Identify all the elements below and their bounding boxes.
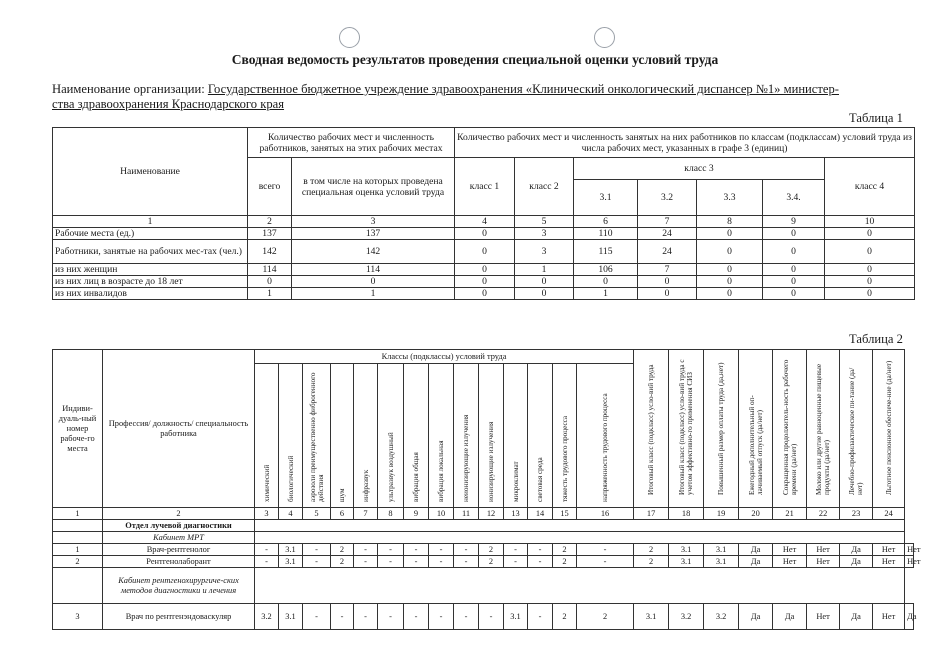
t2-cell: Нет xyxy=(905,556,914,568)
t1-cell: 0 xyxy=(763,276,825,288)
t2-colnum: 20 xyxy=(739,508,773,520)
t1-colnum: 8 xyxy=(697,216,763,228)
table1-caption: Таблица 1 xyxy=(849,111,903,125)
t1-cell: 0 xyxy=(515,288,574,300)
t2-cell: - xyxy=(378,556,404,568)
t1-cell: 0 xyxy=(574,276,638,288)
t2-cell: Да xyxy=(840,544,873,556)
t1-cell: 1 xyxy=(292,288,455,300)
t1-row-label: из них инвалидов xyxy=(53,288,248,300)
t2-factor-header: ионизирующие излучения xyxy=(479,364,504,508)
t2-cell: - xyxy=(378,544,404,556)
organization-block xyxy=(52,82,912,112)
t1-cell: 0 xyxy=(697,240,763,264)
t2-cell: 2 xyxy=(553,604,577,630)
t2-row xyxy=(53,556,914,568)
t2-row-profession: Врач по рентгенэндоваскуляр xyxy=(103,604,255,630)
summary-table xyxy=(52,127,915,300)
t2-row-profession: Врач-рентгенолог xyxy=(103,544,255,556)
t1-header-3-1: 3.1 xyxy=(574,180,638,216)
t2-cell: 3.1 xyxy=(279,604,303,630)
t1-cell: 0 xyxy=(825,240,915,264)
t2-row-profession: Рентгенолаборант xyxy=(103,556,255,568)
t1-cell: 1 xyxy=(248,288,292,300)
t2-row xyxy=(53,604,914,630)
t2-cell: - xyxy=(454,604,479,630)
t2-cell: 2 xyxy=(331,544,354,556)
t1-header-count: Количество рабочих мест и численность работников, занятых на этих рабочих местах xyxy=(248,128,455,158)
t1-row-label: Рабочие места (ед.) xyxy=(53,228,248,240)
t2-sub2-fill xyxy=(255,568,905,604)
organization-label: Наименование организации: xyxy=(52,82,205,96)
t2-cell: 3.1 xyxy=(669,544,704,556)
t1-cell: 0 xyxy=(292,276,455,288)
t2-row-number: 1 xyxy=(53,544,103,556)
t1-header-classes: Количество рабочих мест и численность занятых на них работников по классам (подклассам) условий труда из числа рабочих мест, указанных в графе 3 (единиц) xyxy=(455,128,915,158)
t1-colnum: 9 xyxy=(763,216,825,228)
t2-cell: Нет xyxy=(807,604,840,630)
t2-cell: 2 xyxy=(634,556,669,568)
t2-sub-fill xyxy=(255,532,905,544)
t2-dept-fill xyxy=(255,520,905,532)
t2-cell: - xyxy=(479,604,504,630)
t2-cell: Нет xyxy=(807,556,840,568)
t2-cell: 3.1 xyxy=(279,556,303,568)
t2-header-nutrition: Лечебно-профилактическое пи-тание (да/нет) xyxy=(840,350,873,508)
t2-cell: Да xyxy=(773,604,807,630)
t1-header-class1: класс 1 xyxy=(455,158,515,216)
t1-cell: 0 xyxy=(825,288,915,300)
organization-name-line2: ства здравоохранения Краснодарского края xyxy=(52,97,285,111)
t2-cell: Да xyxy=(739,544,773,556)
t1-cell: 24 xyxy=(638,228,697,240)
t2-colnum: 18 xyxy=(669,508,704,520)
t2-cell: - xyxy=(303,556,331,568)
t1-colnum: 7 xyxy=(638,216,697,228)
t2-subdivision-xray-surgery: Кабинет рентгенохирургиче-ских методов диагностики и лечения xyxy=(103,568,255,604)
t2-colnum: 8 xyxy=(378,508,404,520)
t2-cell: - xyxy=(404,604,429,630)
t2-colnum: 9 xyxy=(404,508,429,520)
t2-header-final-class-siz: Итоговый класс (подкласс) усло-вий труда с учетом эффективно-го применения СИЗ xyxy=(669,350,704,508)
t1-row xyxy=(53,228,915,240)
t1-cell: 3 xyxy=(515,240,574,264)
t2-cell: - xyxy=(354,556,378,568)
t1-row-label: из них женщин xyxy=(53,264,248,276)
t2-cell: - xyxy=(404,556,429,568)
t1-cell: 115 xyxy=(574,240,638,264)
t2-cell: Да xyxy=(905,604,914,630)
t1-row xyxy=(53,240,915,264)
t1-cell: 0 xyxy=(455,264,515,276)
t2-header-pension: Льготное пенсионное обеспече-ние (да/нет) xyxy=(873,350,905,508)
t2-cell: - xyxy=(255,544,279,556)
t2-colnum: 19 xyxy=(704,508,739,520)
t2-cell: 3.1 xyxy=(634,604,669,630)
t2-cell: 3.2 xyxy=(255,604,279,630)
t2-cell: 3.2 xyxy=(669,604,704,630)
t1-cell: 142 xyxy=(292,240,455,264)
t2-cell: - xyxy=(429,544,454,556)
t1-cell: 24 xyxy=(638,240,697,264)
t2-cell: 2 xyxy=(479,556,504,568)
t2-cell: - xyxy=(577,544,634,556)
t2-subdivision-mri: Кабинет МРТ xyxy=(103,532,255,544)
t1-cell: 0 xyxy=(763,264,825,276)
t2-cell: - xyxy=(528,556,553,568)
t1-cell: 0 xyxy=(455,240,515,264)
t2-colnum: 6 xyxy=(331,508,354,520)
t2-factor-header: ультразвук воздушный xyxy=(378,364,404,508)
t2-cell: Нет xyxy=(773,556,807,568)
t1-colnum: 1 xyxy=(53,216,248,228)
t1-cell: 0 xyxy=(697,264,763,276)
t2-colnum: 12 xyxy=(479,508,504,520)
organization-name-line1: Государственное бюджетное учреждение здравоохранения «Клинический онкологический диспансер №1» министер- xyxy=(207,82,839,96)
t1-header-assessed: в том числе на которых проведена специальная оценка условий труда xyxy=(292,158,455,216)
t2-cell: 3.1 xyxy=(704,544,739,556)
t2-factor-header: тяжесть трудового процесса xyxy=(553,364,577,508)
t1-cell: 106 xyxy=(574,264,638,276)
t1-cell: 0 xyxy=(825,228,915,240)
t2-cell: - xyxy=(429,556,454,568)
t2-cell: - xyxy=(454,544,479,556)
t1-header-class4: класс 4 xyxy=(825,158,915,216)
t1-cell: 0 xyxy=(825,276,915,288)
t2-factor-header: световая среда xyxy=(528,364,553,508)
t2-cell: Да xyxy=(840,604,873,630)
t1-header-3-2: 3.2 xyxy=(638,180,697,216)
t2-header-classes: Классы (подклассы) условий труда xyxy=(255,350,634,364)
t2-colnum: 5 xyxy=(303,508,331,520)
t2-colnum: 23 xyxy=(840,508,873,520)
t1-cell: 0 xyxy=(697,276,763,288)
t2-row-number: 3 xyxy=(53,604,103,630)
t1-header-total: всего xyxy=(248,158,292,216)
page-title: Сводная ведомость результатов проведения специальной оценки условий труда xyxy=(231,52,719,67)
t2-colnum: 1 xyxy=(53,508,103,520)
t1-cell: 137 xyxy=(292,228,455,240)
punch-hole-right xyxy=(594,27,615,48)
t2-cell: 2 xyxy=(331,556,354,568)
t1-colnum: 2 xyxy=(248,216,292,228)
t2-colnum: 7 xyxy=(354,508,378,520)
t1-cell: 0 xyxy=(697,288,763,300)
t2-cell: - xyxy=(303,604,331,630)
t2-colnum: 22 xyxy=(807,508,840,520)
t1-header-class2: класс 2 xyxy=(515,158,574,216)
t1-header-name: Наименование xyxy=(53,128,248,216)
t2-dept-empty xyxy=(53,520,103,532)
t2-sub-empty xyxy=(53,532,103,544)
t1-cell: 114 xyxy=(292,264,455,276)
t1-colnum: 3 xyxy=(292,216,455,228)
t2-factor-header: биологический xyxy=(279,364,303,508)
t2-cell: 3.1 xyxy=(669,556,704,568)
t1-cell: 114 xyxy=(248,264,292,276)
t2-cell: 2 xyxy=(577,604,634,630)
t2-cell: 3.2 xyxy=(704,604,739,630)
t2-cell: - xyxy=(378,604,404,630)
t2-cell: - xyxy=(429,604,454,630)
t2-factor-header: инфразвук xyxy=(354,364,378,508)
t1-cell: 1 xyxy=(515,264,574,276)
t2-cell: 2 xyxy=(553,544,577,556)
t2-cell: Нет xyxy=(873,604,905,630)
t2-cell: - xyxy=(354,544,378,556)
t2-colnum: 16 xyxy=(577,508,634,520)
t1-cell: 142 xyxy=(248,240,292,264)
t2-colnum: 17 xyxy=(634,508,669,520)
table2-caption: Таблица 2 xyxy=(849,332,903,346)
t2-cell: - xyxy=(528,544,553,556)
t1-cell: 0 xyxy=(248,276,292,288)
t2-colnum: 10 xyxy=(429,508,454,520)
t2-cell: Нет xyxy=(773,544,807,556)
t1-cell: 110 xyxy=(574,228,638,240)
t2-factor-header: напряженность трудового процесса xyxy=(577,364,634,508)
t2-header-number: Индиви-дуаль-ный номер рабоче-го места xyxy=(53,350,103,508)
t1-cell: 1 xyxy=(574,288,638,300)
t2-colnum: 14 xyxy=(528,508,553,520)
t1-header-3-4: 3.4. xyxy=(763,180,825,216)
t1-row xyxy=(53,276,915,288)
t1-cell: 0 xyxy=(763,240,825,264)
t2-cell: Нет xyxy=(807,544,840,556)
t2-cell: 3.1 xyxy=(279,544,303,556)
t2-cell: 2 xyxy=(479,544,504,556)
t1-cell: 0 xyxy=(455,288,515,300)
t1-row-label: из них лиц в возрасте до 18 лет xyxy=(53,276,248,288)
t1-row xyxy=(53,288,915,300)
t2-column-numbers xyxy=(53,508,914,520)
t2-cell: Да xyxy=(739,556,773,568)
t1-cell: 0 xyxy=(763,228,825,240)
t2-sub2-empty xyxy=(53,568,103,604)
t2-department-row: Отдел лучевой диагностики xyxy=(103,520,255,532)
t2-row-number: 2 xyxy=(53,556,103,568)
t1-cell: 0 xyxy=(763,288,825,300)
t2-header-profession: Профессия/ должность/ специальность работника xyxy=(103,350,255,508)
t1-cell: 0 xyxy=(825,264,915,276)
t2-cell: - xyxy=(454,556,479,568)
t2-colnum: 13 xyxy=(504,508,528,520)
t2-colnum: 24 xyxy=(873,508,905,520)
t2-cell: - xyxy=(331,604,354,630)
t1-colnum: 10 xyxy=(825,216,915,228)
t2-cell: - xyxy=(404,544,429,556)
t2-colnum: 11 xyxy=(454,508,479,520)
t1-colnum: 4 xyxy=(455,216,515,228)
t2-cell: - xyxy=(303,544,331,556)
t1-cell: 0 xyxy=(697,228,763,240)
t2-factor-header: микроклимат xyxy=(504,364,528,508)
punch-hole-left xyxy=(339,27,360,48)
t2-cell: Нет xyxy=(905,544,914,556)
t2-factor-header: вибрация общая xyxy=(404,364,429,508)
t1-colnum: 6 xyxy=(574,216,638,228)
t1-cell: 3 xyxy=(515,228,574,240)
t2-cell: 3.1 xyxy=(504,604,528,630)
t2-cell: - xyxy=(577,556,634,568)
t2-cell: 3.1 xyxy=(704,556,739,568)
t1-header-3-3: 3.3 xyxy=(697,180,763,216)
t2-cell: - xyxy=(255,556,279,568)
t1-row-label: Работники, занятые на рабочих мес-тах (чел.) xyxy=(53,240,248,264)
t2-colnum: 21 xyxy=(773,508,807,520)
t1-header-class3: класс 3 xyxy=(574,158,825,180)
t2-cell: Нет xyxy=(873,544,905,556)
t1-cell: 0 xyxy=(455,276,515,288)
t2-header-pay: Повышенный размер оплаты труда (да,нет) xyxy=(704,350,739,508)
t1-cell: 0 xyxy=(515,276,574,288)
t1-cell: 0 xyxy=(638,288,697,300)
t2-colnum: 15 xyxy=(553,508,577,520)
workplace-table xyxy=(52,349,921,630)
t2-cell: 2 xyxy=(634,544,669,556)
t1-cell: 7 xyxy=(638,264,697,276)
t2-factor-header: шум xyxy=(331,364,354,508)
t2-cell: - xyxy=(528,604,553,630)
t2-factor-header: аэрозоли преимущественно фиброгенного действия xyxy=(303,364,331,508)
t2-colnum: 2 xyxy=(103,508,255,520)
t1-cell: 0 xyxy=(638,276,697,288)
t2-colnum: 4 xyxy=(279,508,303,520)
t2-cell: Нет xyxy=(873,556,905,568)
t2-cell: Да xyxy=(739,604,773,630)
t2-cell: - xyxy=(504,556,528,568)
t2-cell: - xyxy=(504,544,528,556)
t1-row xyxy=(53,264,915,276)
t1-cell: 137 xyxy=(248,228,292,240)
t2-cell: 2 xyxy=(553,556,577,568)
t2-row xyxy=(53,544,914,556)
t2-header-vacation: Ежегодный дополнительный оп-лачиваемый отпуск (да/нет) xyxy=(739,350,773,508)
t1-cell: 0 xyxy=(455,228,515,240)
t2-factor-header: неионизирующие излучения xyxy=(454,364,479,508)
t1-colnum: 5 xyxy=(515,216,574,228)
t2-header-final-class: Итоговый класс (подкласс) усло-вий труда xyxy=(634,350,669,508)
t2-header-milk: Молоко или другие равноценные пищевые продукты (да/нет) xyxy=(807,350,840,508)
t2-header-short-hours: Сокращенная продолжитель-ность рабочего времени (да/нет) xyxy=(773,350,807,508)
t2-factor-header: вибрация локальная xyxy=(429,364,454,508)
t2-factor-header: химический xyxy=(255,364,279,508)
t1-column-numbers xyxy=(53,216,915,228)
t2-colnum: 3 xyxy=(255,508,279,520)
t2-cell: - xyxy=(354,604,378,630)
t2-cell: Да xyxy=(840,556,873,568)
